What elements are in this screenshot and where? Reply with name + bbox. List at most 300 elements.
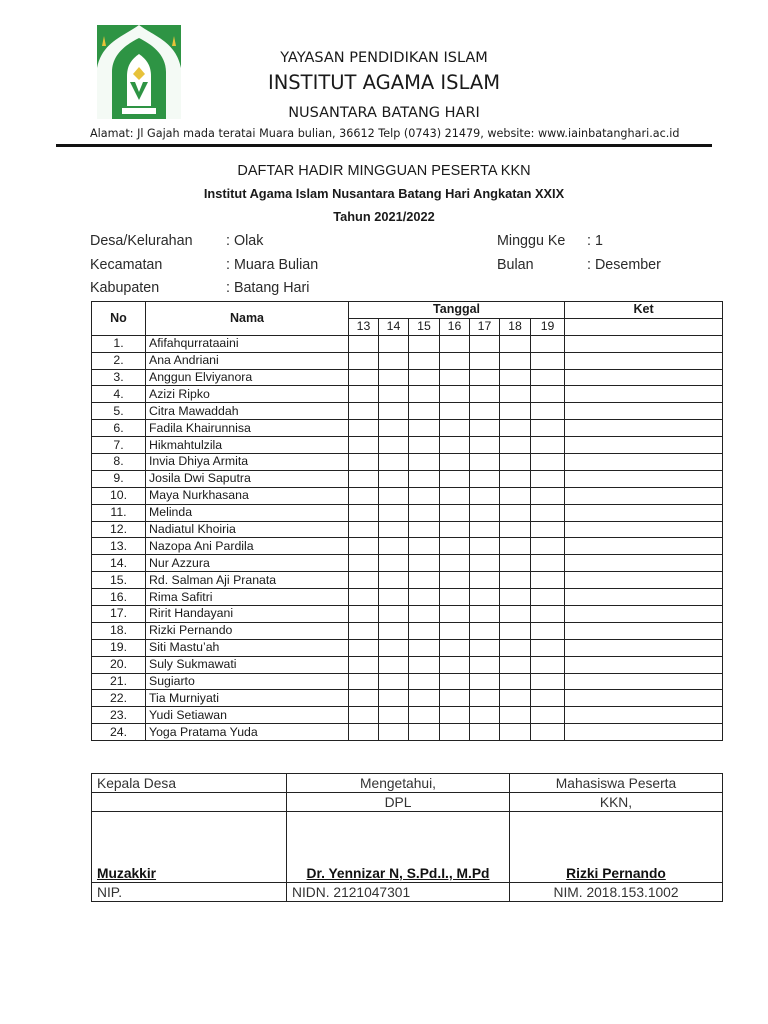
attendance-cell	[500, 538, 531, 555]
attendance-cell	[379, 724, 409, 741]
attendance-cell	[470, 639, 500, 656]
ket-cell	[565, 437, 723, 454]
row-number: 12.	[92, 521, 146, 538]
attendance-cell	[379, 470, 409, 487]
attendance-cell	[531, 352, 565, 369]
participant-name: Ririt Handayani	[146, 606, 349, 623]
ket-cell	[565, 403, 723, 420]
attendance-cell	[409, 690, 440, 707]
attendance-cell	[500, 572, 531, 589]
participant-name: Sugiarto	[146, 673, 349, 690]
attendance-cell	[349, 707, 379, 724]
attendance-cell	[531, 656, 565, 673]
row-number: 9.	[92, 470, 146, 487]
col-header-tanggal: Tanggal	[349, 302, 565, 319]
attendance-cell	[379, 656, 409, 673]
attendance-cell	[440, 487, 470, 504]
attendance-cell	[440, 622, 470, 639]
participant-name: Siti Mastu’ah	[146, 639, 349, 656]
ket-subheader-blank	[565, 318, 723, 335]
attendance-cell	[349, 454, 379, 471]
participant-name: Anggun Elviyanora	[146, 369, 349, 386]
attendance-cell	[349, 555, 379, 572]
attendance-cell	[379, 369, 409, 386]
date-header-cell: 13	[349, 318, 379, 335]
ket-cell	[565, 487, 723, 504]
date-header-cell: 15	[409, 318, 440, 335]
row-number: 11.	[92, 504, 146, 521]
attendance-cell	[349, 538, 379, 555]
row-number: 1.	[92, 335, 146, 352]
date-header-cell: 17	[470, 318, 500, 335]
attendance-cell	[440, 724, 470, 741]
attendance-cell	[500, 724, 531, 741]
attendance-cell	[379, 487, 409, 504]
attendance-cell	[470, 724, 500, 741]
attendance-cell	[409, 437, 440, 454]
attendance-cell	[379, 589, 409, 606]
attendance-cell	[409, 369, 440, 386]
attendance-cell	[379, 420, 409, 437]
participant-name: Suly Sukmawati	[146, 656, 349, 673]
table-row	[92, 724, 723, 741]
row-number: 2.	[92, 352, 146, 369]
attendance-cell	[440, 504, 470, 521]
attendance-cell	[440, 639, 470, 656]
participant-name: Rima Safitri	[146, 589, 349, 606]
row-number: 24.	[92, 724, 146, 741]
attendance-cell	[409, 504, 440, 521]
attendance-cell	[500, 707, 531, 724]
header-divider	[56, 144, 712, 147]
ket-cell	[565, 555, 723, 572]
attendance-cell	[379, 352, 409, 369]
participant-name: Rizki Pernando	[146, 622, 349, 639]
attendance-cell	[409, 403, 440, 420]
attendance-cell	[409, 639, 440, 656]
dpl-name: Dr. Yennizar N, S.Pd.I., M.Pd	[306, 866, 490, 881]
ket-cell	[565, 673, 723, 690]
attendance-cell	[349, 521, 379, 538]
attendance-body	[92, 335, 723, 740]
kepala-name: Muzakkir	[97, 866, 157, 881]
ket-cell	[565, 420, 723, 437]
attendance-cell	[470, 521, 500, 538]
attendance-cell	[500, 606, 531, 623]
table-row	[92, 352, 723, 369]
attendance-cell	[409, 606, 440, 623]
attendance-cell	[470, 504, 500, 521]
attendance-cell	[470, 707, 500, 724]
attendance-cell	[409, 589, 440, 606]
mahasiswa-label: Mahasiswa Peserta	[510, 774, 723, 793]
kepala-signature-cell	[92, 812, 287, 883]
ket-cell	[565, 470, 723, 487]
date-header-cell: 14	[379, 318, 409, 335]
attendance-cell	[409, 622, 440, 639]
attendance-cell	[500, 589, 531, 606]
row-number: 4.	[92, 386, 146, 403]
row-number: 13.	[92, 538, 146, 555]
attendance-cell	[500, 487, 531, 504]
row-number: 6.	[92, 420, 146, 437]
attendance-cell	[349, 639, 379, 656]
attendance-cell	[531, 470, 565, 487]
attendance-cell	[500, 622, 531, 639]
attendance-cell	[409, 352, 440, 369]
attendance-cell	[409, 673, 440, 690]
attendance-cell	[440, 589, 470, 606]
dpl-signature-cell	[287, 812, 510, 883]
attendance-cell	[440, 420, 470, 437]
participant-name: Yudi Setiawan	[146, 707, 349, 724]
table-row	[92, 420, 723, 437]
institute-name: INSTITUT AGAMA ISLAM	[267, 71, 501, 94]
participant-name: Invia Dhiya Armita	[146, 454, 349, 471]
attendance-cell	[349, 403, 379, 420]
bulan-value: : Desember	[587, 257, 661, 273]
kecamatan-value: : Muara Bulian	[226, 257, 319, 273]
table-row	[92, 335, 723, 352]
ket-cell	[565, 521, 723, 538]
attendance-cell	[440, 470, 470, 487]
attendance-cell	[409, 572, 440, 589]
date-header-cell: 16	[440, 318, 470, 335]
row-number: 7.	[92, 437, 146, 454]
ket-cell	[565, 572, 723, 589]
attendance-cell	[379, 555, 409, 572]
attendance-cell	[349, 504, 379, 521]
desa-value: : Olak	[226, 233, 264, 249]
attendance-cell	[531, 487, 565, 504]
attendance-cell	[531, 572, 565, 589]
ket-cell	[565, 538, 723, 555]
attendance-cell	[500, 352, 531, 369]
attendance-cell	[531, 589, 565, 606]
attendance-cell	[531, 707, 565, 724]
col-header-nama: Nama	[146, 302, 349, 336]
ket-cell	[565, 504, 723, 521]
attendance-cell	[379, 504, 409, 521]
attendance-cell	[379, 690, 409, 707]
attendance-cell	[470, 589, 500, 606]
document-subtitle: Institut Agama Islam Nusantara Batang Hari Angkatan XXIX	[203, 186, 565, 201]
attendance-cell	[531, 369, 565, 386]
attendance-cell	[349, 656, 379, 673]
attendance-cell	[531, 504, 565, 521]
attendance-cell	[440, 656, 470, 673]
address-line: Alamat: Jl Gajah mada teratai Muara bulian, 36612 Telp (0743) 21479, website: www.iainbatanghari.ac.id	[90, 127, 680, 140]
attendance-cell	[440, 335, 470, 352]
attendance-cell	[500, 639, 531, 656]
attendance-cell	[500, 656, 531, 673]
attendance-cell	[349, 386, 379, 403]
row-number: 10.	[92, 487, 146, 504]
attendance-cell	[500, 454, 531, 471]
attendance-cell	[500, 420, 531, 437]
attendance-cell	[531, 386, 565, 403]
attendance-cell	[409, 656, 440, 673]
attendance-cell	[500, 504, 531, 521]
attendance-cell	[531, 437, 565, 454]
attendance-cell	[531, 420, 565, 437]
attendance-cell	[379, 335, 409, 352]
attendance-cell	[409, 521, 440, 538]
kepala-id: NIP.	[92, 883, 287, 902]
participant-name: Hikmahtulzila	[146, 437, 349, 454]
attendance-cell	[349, 606, 379, 623]
ket-cell	[565, 707, 723, 724]
ket-cell	[565, 639, 723, 656]
col-header-no: No	[92, 302, 146, 336]
attendance-cell	[531, 454, 565, 471]
table-row	[92, 572, 723, 589]
attendance-cell	[349, 487, 379, 504]
attendance-cell	[379, 437, 409, 454]
ket-cell	[565, 690, 723, 707]
attendance-cell	[409, 538, 440, 555]
attendance-cell	[531, 538, 565, 555]
attendance-cell	[470, 454, 500, 471]
attendance-cell	[440, 521, 470, 538]
attendance-cell	[349, 335, 379, 352]
participant-name: Nadiatul Khoiria	[146, 521, 349, 538]
attendance-cell	[470, 369, 500, 386]
participant-name: Nazopa Ani Pardila	[146, 538, 349, 555]
table-row	[92, 656, 723, 673]
participant-name: Fadila Khairunnisa	[146, 420, 349, 437]
ket-cell	[565, 724, 723, 741]
attendance-cell	[531, 606, 565, 623]
ket-cell	[565, 622, 723, 639]
row-number: 14.	[92, 555, 146, 572]
table-row	[92, 707, 723, 724]
attendance-cell	[470, 572, 500, 589]
kkn-label: KKN,	[510, 793, 723, 812]
attendance-cell	[379, 606, 409, 623]
mahasiswa-signature-cell	[510, 812, 723, 883]
attendance-cell	[440, 538, 470, 555]
participant-name: Melinda	[146, 504, 349, 521]
kabupaten-label: Kabupaten	[90, 280, 160, 296]
table-row	[92, 673, 723, 690]
attendance-cell	[470, 538, 500, 555]
row-number: 3.	[92, 369, 146, 386]
attendance-cell	[409, 470, 440, 487]
foundation-name: YAYASAN PENDIDIKAN ISLAM	[280, 50, 488, 66]
participant-name: Nur Azzura	[146, 555, 349, 572]
attendance-cell	[470, 437, 500, 454]
attendance-cell	[349, 470, 379, 487]
attendance-cell	[500, 521, 531, 538]
attendance-cell	[470, 487, 500, 504]
ket-cell	[565, 352, 723, 369]
participant-name: Citra Mawaddah	[146, 403, 349, 420]
table-row	[92, 437, 723, 454]
dpl-id: NIDN. 2121047301	[287, 883, 510, 902]
table-row	[92, 538, 723, 555]
table-row	[92, 386, 723, 403]
table-row	[92, 470, 723, 487]
row-number: 23.	[92, 707, 146, 724]
attendance-cell	[349, 589, 379, 606]
date-header-cell: 19	[531, 318, 565, 335]
attendance-cell	[500, 369, 531, 386]
table-row	[92, 690, 723, 707]
minggu-label: Minggu Ke	[497, 233, 566, 249]
mahasiswa-name: Rizki Pernando	[566, 866, 666, 881]
campus-name: NUSANTARA BATANG HARI	[288, 105, 480, 121]
document-title: DAFTAR HADIR MINGGUAN PESERTA KKN	[237, 163, 531, 179]
attendance-cell	[440, 352, 470, 369]
attendance-cell	[349, 369, 379, 386]
table-row	[92, 369, 723, 386]
kecamatan-label: Kecamatan	[90, 257, 163, 273]
table-row	[92, 589, 723, 606]
attendance-cell	[409, 335, 440, 352]
attendance-cell	[440, 386, 470, 403]
participant-name: Azizi Ripko	[146, 386, 349, 403]
signature-table	[91, 773, 723, 902]
row-number: 8.	[92, 454, 146, 471]
mahasiswa-id: NIM. 2018.153.1002	[510, 883, 723, 902]
attendance-cell	[470, 386, 500, 403]
ket-cell	[565, 589, 723, 606]
table-row	[92, 487, 723, 504]
table-row	[92, 504, 723, 521]
attendance-cell	[349, 420, 379, 437]
attendance-cell	[379, 454, 409, 471]
attendance-cell	[440, 403, 470, 420]
attendance-cell	[379, 639, 409, 656]
participant-name: Maya Nurkhasana	[146, 487, 349, 504]
attendance-cell	[500, 690, 531, 707]
attendance-cell	[379, 521, 409, 538]
table-row	[92, 403, 723, 420]
attendance-cell	[531, 403, 565, 420]
attendance-cell	[470, 690, 500, 707]
participant-name: Tia Murniyati	[146, 690, 349, 707]
attendance-cell	[470, 555, 500, 572]
attendance-cell	[531, 724, 565, 741]
attendance-cell	[500, 335, 531, 352]
row-number: 19.	[92, 639, 146, 656]
attendance-cell	[349, 622, 379, 639]
attendance-cell	[409, 386, 440, 403]
attendance-cell	[440, 606, 470, 623]
attendance-cell	[349, 572, 379, 589]
attendance-cell	[440, 707, 470, 724]
participant-name: Rd. Salman Aji Pranata	[146, 572, 349, 589]
document-year: Tahun 2021/2022	[333, 209, 435, 224]
table-row	[92, 639, 723, 656]
attendance-cell	[440, 437, 470, 454]
row-number: 15.	[92, 572, 146, 589]
attendance-cell	[409, 454, 440, 471]
table-row	[92, 606, 723, 623]
table-row	[92, 555, 723, 572]
row-number: 21.	[92, 673, 146, 690]
attendance-cell	[531, 622, 565, 639]
attendance-cell	[500, 386, 531, 403]
attendance-cell	[349, 673, 379, 690]
row-number: 16.	[92, 589, 146, 606]
mengetahui-label: Mengetahui,	[287, 774, 510, 793]
ket-cell	[565, 335, 723, 352]
kabupaten-value: : Batang Hari	[226, 280, 310, 296]
participant-name: Afifahqurrataaini	[146, 335, 349, 352]
participant-name: Ana Andriani	[146, 352, 349, 369]
attendance-cell	[531, 673, 565, 690]
ket-cell	[565, 454, 723, 471]
attendance-cell	[349, 352, 379, 369]
attendance-cell	[531, 690, 565, 707]
attendance-cell	[440, 454, 470, 471]
ket-cell	[565, 656, 723, 673]
attendance-cell	[440, 369, 470, 386]
attendance-cell	[440, 690, 470, 707]
col-header-ket: Ket	[565, 302, 723, 319]
attendance-cell	[379, 673, 409, 690]
table-row	[92, 521, 723, 538]
attendance-cell	[440, 572, 470, 589]
attendance-cell	[531, 555, 565, 572]
attendance-cell	[379, 707, 409, 724]
attendance-cell	[379, 622, 409, 639]
minggu-value: : 1	[587, 233, 603, 249]
row-number: 22.	[92, 690, 146, 707]
attendance-cell	[470, 335, 500, 352]
attendance-cell	[470, 403, 500, 420]
attendance-cell	[470, 673, 500, 690]
attendance-cell	[349, 724, 379, 741]
date-header-cell: 18	[500, 318, 531, 335]
attendance-cell	[500, 437, 531, 454]
attendance-cell	[500, 555, 531, 572]
ket-cell	[565, 606, 723, 623]
kepala-blank	[92, 793, 287, 812]
attendance-cell	[531, 335, 565, 352]
participant-name: Josila Dwi Saputra	[146, 470, 349, 487]
attendance-cell	[409, 420, 440, 437]
participant-name: Yoga Pratama Yuda	[146, 724, 349, 741]
attendance-cell	[500, 403, 531, 420]
attendance-cell	[531, 639, 565, 656]
table-row	[92, 622, 723, 639]
row-number: 17.	[92, 606, 146, 623]
attendance-cell	[470, 606, 500, 623]
attendance-cell	[409, 555, 440, 572]
attendance-table	[91, 301, 723, 741]
attendance-cell	[349, 690, 379, 707]
bulan-label: Bulan	[497, 257, 534, 273]
attendance-cell	[500, 673, 531, 690]
attendance-cell	[531, 521, 565, 538]
attendance-cell	[379, 403, 409, 420]
attendance-cell	[470, 420, 500, 437]
attendance-cell	[440, 555, 470, 572]
desa-label: Desa/Kelurahan	[90, 233, 193, 249]
attendance-cell	[409, 724, 440, 741]
table-row	[92, 454, 723, 471]
attendance-cell	[440, 673, 470, 690]
attendance-cell	[470, 656, 500, 673]
row-number: 18.	[92, 622, 146, 639]
dpl-label: DPL	[287, 793, 510, 812]
ket-cell	[565, 386, 723, 403]
attendance-cell	[409, 707, 440, 724]
attendance-cell	[470, 470, 500, 487]
